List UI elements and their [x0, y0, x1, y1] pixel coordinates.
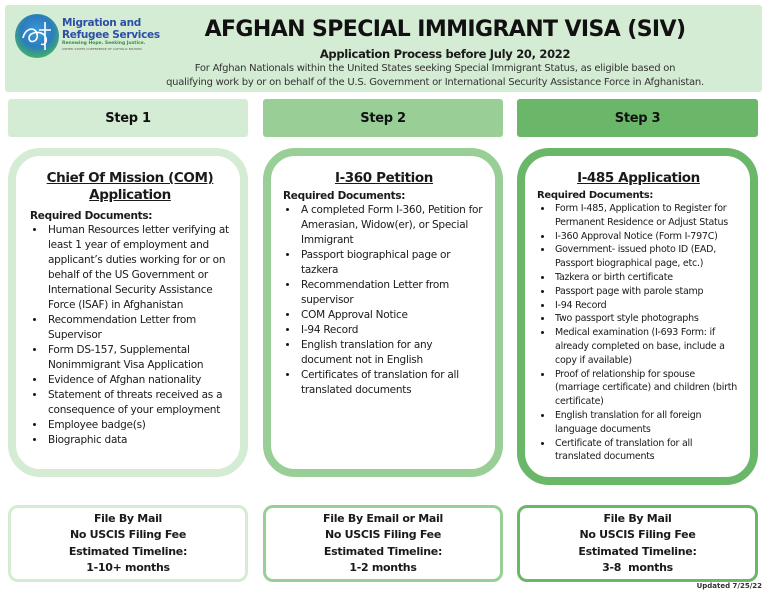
- step1-header: Step 1: [8, 99, 248, 137]
- list-item: • Statement of threats received as a consequence of your employment: [46, 388, 230, 418]
- timeline-label: Estimated Timeline:: [578, 544, 697, 558]
- page-title: AFGHAN SPECIAL IMMIGRANT VISA (SIV): [204, 17, 686, 42]
- page-description: [125, 62, 745, 89]
- updated-date: Updated 7/25/22: [696, 582, 762, 590]
- org-tagline: Renewing Hope. Seeking Justice.: [62, 41, 146, 46]
- list-item: • Form DS-157, Supplemental Nonimmigrant Visa Application: [46, 343, 230, 373]
- list-item: • Certificate of translation for all translated documents: [553, 437, 740, 465]
- card-title: I-485 Application: [577, 170, 700, 186]
- description-line2: qualifying work by or on behalf of the U.S. Government or International Security Assistance Force in Afghanistan.: [166, 76, 704, 88]
- required-documents-label: Required Documents:: [30, 210, 153, 222]
- list-item: • I-94 Record: [553, 299, 740, 313]
- list-item: • Passport page with parole stamp: [553, 285, 740, 299]
- timeline-value: 3-8 months: [602, 561, 673, 574]
- required-documents-label: Required Documents:: [537, 190, 654, 201]
- step1-card: [8, 148, 248, 477]
- page-subtitle: Application Process before July 20, 2022: [319, 47, 571, 61]
- list-item: • Proof of relationship for spouse (marriage certificate) and children (birth certificate): [553, 368, 740, 409]
- filing-fee: No USCIS Filing Fee: [69, 528, 186, 541]
- header-banner: [5, 5, 762, 92]
- list-item: • English translation for all foreign language documents: [553, 409, 740, 437]
- documents-list: [283, 203, 485, 398]
- timeline-label: Estimated Timeline:: [323, 544, 443, 558]
- list-item: • Recommendation Letter from Supervisor: [46, 313, 230, 343]
- documents-list: [30, 223, 230, 448]
- list-item: • I-360 Approval Notice (Form I-797C): [553, 230, 740, 244]
- card-title-line2: Application: [89, 187, 171, 203]
- list-item: • I-94 Record: [299, 323, 485, 338]
- list-item: • A completed Form I-360, Petition for Amerasian, Widow(er), or Special Immigrant: [299, 203, 485, 248]
- filing-fee: No USCIS Filing Fee: [579, 528, 696, 541]
- step3-header: Step 3: [517, 99, 758, 137]
- list-item: • Human Resources letter verifying at least 1 year of employment and applicant’s duties working for or on behalf of the US Government or International Security Assistance Force (ISAF) in Afghanistan: [46, 223, 230, 313]
- card-title: [30, 170, 230, 204]
- org-name: [62, 17, 160, 51]
- list-item: • Passport biographical page or tazkera: [299, 248, 485, 278]
- mrs-logo-icon: [15, 14, 59, 58]
- list-item: • COM Approval Notice: [299, 308, 485, 323]
- documents-list: [537, 202, 740, 464]
- timeline-label: Estimated Timeline:: [68, 544, 188, 558]
- step3-filing-info: [517, 505, 758, 582]
- list-item: • Two passport style photographs: [553, 312, 740, 326]
- org-parent: UNITED STATES CONFERENCE OF CATHOLIC BISHOPS: [62, 47, 142, 51]
- list-item: • Recommendation Letter from supervisor: [299, 278, 485, 308]
- list-item: • Evidence of Afghan nationality: [46, 373, 230, 388]
- timeline-value: 1-10+ months: [86, 561, 170, 574]
- step2-header: Step 2: [263, 99, 503, 137]
- list-item: • Employee badge(s): [46, 418, 230, 433]
- list-item: • Tazkera or birth certificate: [553, 271, 740, 285]
- timeline-value: 1-2 months: [349, 561, 417, 574]
- step3-card: [517, 148, 758, 485]
- card-title-line1: Chief Of Mission (COM): [46, 170, 214, 186]
- filing-method: File By Mail: [93, 511, 163, 525]
- step2-filing-info: [263, 505, 503, 582]
- description-line1: For Afghan Nationals within the United States seeking Special Immigrant Status, as eligible based on: [194, 63, 676, 74]
- step1-filing-info: [8, 505, 248, 582]
- list-item: • Certificates of translation for all translated documents: [299, 368, 485, 398]
- filing-method: File By Email or Mail: [323, 511, 443, 525]
- list-item: • Medical examination (I-693 Form: if already completed on base, include a copy if available): [553, 326, 740, 367]
- list-item: • Form I-485, Application to Register for Permanent Residence or Adjust Status: [553, 202, 740, 230]
- step2-card: [263, 148, 503, 477]
- list-item: • English translation for any document not in English: [299, 338, 485, 368]
- card-title: I-360 Petition: [334, 170, 433, 186]
- list-item: • Government- issued photo ID (EAD, Passport biographical page, etc.): [553, 243, 740, 271]
- org-name-line1: Migration and: [62, 17, 141, 29]
- org-name-line2: Refugee Services: [62, 29, 160, 41]
- list-item: • Biographic data: [46, 433, 230, 448]
- filing-method: File By Mail: [603, 511, 672, 525]
- filing-fee: No USCIS Filing Fee: [324, 528, 441, 541]
- required-documents-label: Required Documents:: [283, 190, 406, 202]
